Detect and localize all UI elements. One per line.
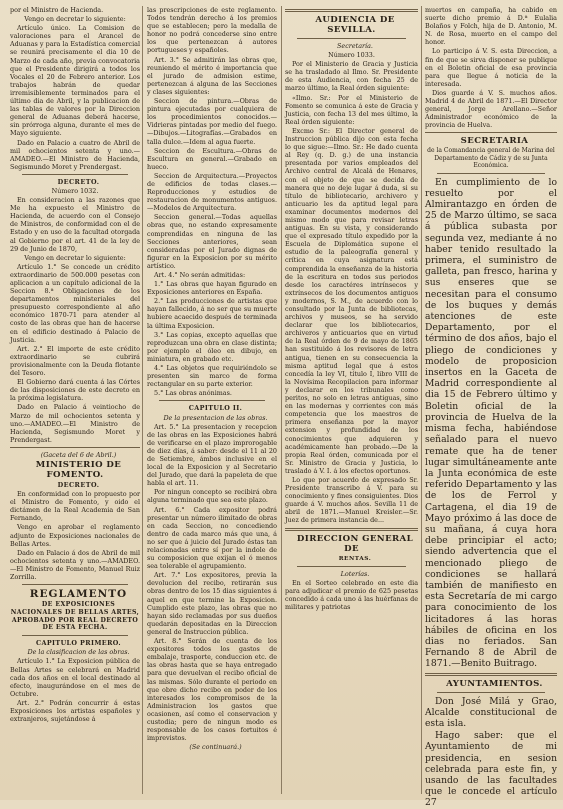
- separator: [22, 584, 128, 585]
- paragraph: «Ilmo. Sr.: Por el Ministerio de Fomento se comunica á este de Gracia y Justicia, con fecha 13 del mes último, la Real órden siguiente:: [285, 93, 418, 126]
- paragraph: Art. 2.° El importe de este crédito extraordinario se cubrirá provisionalmente con la Deuda flotante del Tesoro.: [10, 344, 140, 378]
- paragraph: Art. 2.° Podrán concurrir á estas Exposiciones los artistas españoles y extranjeros, sujetándose á: [10, 698, 140, 724]
- decree-heading: DECRETO.: [57, 480, 100, 489]
- column-rule: [142, 6, 143, 794]
- separator: [425, 132, 557, 133]
- paragraph: Art. 5.° La presentacion y recepcion de las obras en las Exposiciones habrá de verificarse en el plazo improrogable de diez días, á saber: desde el 11 al 20 de Setiembre, ámbos inclusive en el local de la Exposicion y al Secretario del Jurado, que dará la papeleta de que habla el art. 11.: [147, 422, 277, 488]
- separator: [297, 566, 406, 567]
- paragraph: 5.° Las obras anónimas.: [154, 389, 232, 398]
- paragraph: En cumplimiento de lo resuelto por el Almirantazgo en órden de 25 de Marzo último, se saca á pública subasta por segunda vez, mediante á no haber tenido resultado la primera, el suministro de galleta, pan fresco, harina y sus enseres que se necesitan para el consumo de los buques y demás atenciones de este Departamento, por el término de dos años, bajo el pliego de condiciones y modelo de proposicion insertos en la Gaceta de Madrid correspondiente al dia 15 de Febrero último y Boletin oficial de la provincia de Huelva de la misma fecha, habiéndose señalado para el nuevo remate que ha de tener lugar simultáneamente ante la Junta económica de este referido Departamento y las de los de Ferrol y Cartagena, el dia 19 de Mayo próximo á las doce de su mañana, á cuya hora debe principiar el acto; siendo advertencia que el mencionado pliego de condiciones se hallará también de manifiesto en esta Secretaría de mi cargo para conocimiento de los licitadores á las horas hábiles de oficina en los dias no feriados. San Fernando 8 de Abril de 1871.—Benito Buitrago.: [425, 176, 557, 670]
- paragraph: Seccion de pintura.—Obras de pintura ejecutadas por cualquiera de los procedimientos conocidos.—Vidrieras pintadas por medio del fuego.—Dibujos.—Litografías.—Grabados en talla dulce.—Idem al agua fuerte.: [147, 97, 277, 146]
- column-rule: [421, 6, 422, 794]
- chapter-title: CAPITULO II.: [188, 404, 243, 413]
- decree-number: Número 1033.: [328, 51, 375, 60]
- separator: [297, 38, 406, 39]
- paragraph: Por el Ministerio de Gracia y Justicia se ha trasladado al Ilmo. Sr. Presidente de esta Audiencia, con fecha 25 de marzo último, la Real órden siguiente:: [285, 60, 418, 93]
- separator: [285, 528, 418, 531]
- paragraph: Lo participo á V. S. esta Direccion, a fin de que se sirva disponer se publique en el Boletin oficial de esa provincia para que llegue á noticia de la interesada.: [425, 47, 557, 88]
- paragraph: Artículo 1.° La Exposicion pública de Bellas Artes se celebrará en Madrid cada dos años en el local destinado al efecto, inaugurándose en el mes de Octubre.: [10, 657, 140, 698]
- paragraph: 4.° Las objetos que requiriéndolo se presenten sin marco de forma rectangular en su parte exterior.: [147, 364, 277, 389]
- column-rule: [281, 6, 282, 794]
- separator: [437, 692, 545, 693]
- ayuntamiento-notice: [425, 696, 557, 809]
- paragraph: En el Sorteo celebrado en este dia para adjudicar el premio de 625 pesetas concedido á cada uno á las huérfanas de militares y patriotas: [285, 578, 418, 611]
- chapter-subtitle: De la clasificacion de las obras.: [27, 648, 130, 657]
- paragraph: Art. 3.° Se admitirán las obras que, reuniendo el mérito é importancia que el jurado de admision estime, pertenezcan á alguna de las Secciones y clases siguientes:: [147, 55, 277, 96]
- decree-heading: DECRETO.: [57, 177, 100, 186]
- paragraph: Vengo en decretar lo siguiente:: [24, 15, 126, 24]
- paragraph: por el Ministro de Hacienda.: [10, 6, 104, 14]
- paragraph: Art. 8.° Serán de cuenta de los expositores todos los gastos de embalaje, trasporte, conduccion etc. de las obras hasta que se haya entregado para que devuelvan el recibo oficial de las mismas. Sólo durante el periodo en que obre dicho recibo en poder de los interesados los compromisos de la Administracion los gastos que ocasionen, así como el conservacion y custodia; pero de ningun modo es responsable de los casos fortuitos é imprevistos.: [147, 637, 277, 743]
- separator: [437, 173, 545, 174]
- paragraph: Seccion general.—Todas aquellas obras que, no estando expresamente comprendidas en ninguna de las Secciones anteriores, sean consideradas por el Jurado dignas de figurar en la Exposicion por su mérito artístico.: [147, 213, 277, 270]
- chapter-subtitle: De la presentacion de las obras.: [163, 413, 268, 422]
- audiencia-title: AUDIENCIA DE SEVILLA.: [315, 15, 395, 35]
- paragraph: las prescripciones de este reglamento. Todos tendrán derecho á los premios que se establecen; pero la medalla de honor no podrá concederse sino entre los que pertenezcan á autores portugueses y españoles.: [147, 6, 277, 55]
- paragraph: Por ningun concepto se recibirá obra alguna terminado que sea este plazo.: [147, 488, 277, 505]
- paragraph: Dado en Palacio á dos de Abril de mil ochocientos setenta y uno.—AMADEO.—El Ministro de Fomento, Manuel Ruiz Zorrilla.: [10, 548, 140, 581]
- column-2: [147, 6, 277, 796]
- ministry-heading: MINISTERIO DE FOMENTO.: [35, 459, 122, 480]
- reglamento-title: REGLAMENTO: [29, 588, 128, 601]
- paragraph: Art. 6.° Cada expositor podrá presentar un número ilimitado de obras en cada Seccion, no concediendo dentro de cada marco más que una, á no ser que á juicio del Jurado éstas tan relacionadas entre sí por la indole de su composicion que exijan el ó menos sea tolerable el agrupamiento.: [147, 505, 277, 571]
- separator: [159, 400, 265, 401]
- paragraph: Vengo en aprobar el reglamento adjunto de Exposiciones nacionales de Bellas Artes.: [10, 523, 140, 548]
- column-1: [10, 6, 140, 796]
- paragraph: 1.° Las obras que hayan figurado en Exposiciones anteriores en España.: [147, 280, 277, 297]
- secretaria-subtitle: de la Comandancia general de Marina del Departamento de Cádiz y de su Junta Económica.: [427, 147, 555, 170]
- subasta-notice: [425, 177, 557, 670]
- paragraph: Hago saber: que el Ayuntamiento de mi presidencia, en sesion celebrada para este fin, y usando de las facultades que le concede el artículo 27: [425, 730, 557, 809]
- separator: [22, 174, 128, 175]
- reglamento-subtitle: DE EXPOSICIONES NACIONALES DE BELLAS ARTES, APROBADO POR REAL DECRETO DE ESTA FECHA.: [10, 601, 140, 632]
- section-subtitle: Loterías.: [340, 569, 370, 578]
- separator: [285, 9, 418, 12]
- paragraph: Don José Milá y Grao, Alcalde constitucional de esta isla.: [425, 695, 557, 729]
- gazette-date: (Gaceta del 6 de Abril.): [40, 450, 117, 459]
- direccion-title: DIRECCION GENERAL DE: [296, 533, 414, 554]
- decree-number: Número 1032.: [51, 186, 99, 195]
- paragraph: Dios guarde á V. S. muchos años. Madrid 4 de Abril de 1871.—El Director general, Jorge Arellano.—Señor Administrador económico de la provincia de Huelva.: [425, 88, 557, 130]
- column-4: [425, 6, 557, 809]
- separator: [425, 673, 557, 676]
- section-subtitle: Secretaría.: [337, 42, 373, 50]
- column-3: [285, 6, 418, 796]
- paragraph: El Gobierno dará cuenta á las Córtes de las disposiciones de este decreto en la próxima legislatura.: [10, 378, 140, 403]
- paragraph: En conformidad con lo propuesto por el Ministro de Fomento, y oido el dictámen de la Real Academia de San Fernando,: [10, 490, 140, 523]
- secretaria-title: SECRETARIA: [460, 136, 529, 147]
- paragraph: Lo que por acuerdo de expresado Sr. Presidente transcribo á V. para su conocimiento y fines consiguientes. Dios guarde á V. muchos años. Sevilla 11 de abril de 1871.—Manuel Kreisler.—Sr. Juez de primera instancia de...: [285, 475, 418, 525]
- paragraph: 3.° Las copias, excepto aquellas que reproduzcan una obra en clase distinta; por ejemplo el óleo en dibujo, en miniatura, en grabado etc.: [147, 330, 277, 363]
- chapter-title: CAPITULO PRIMERO.: [35, 639, 122, 648]
- continued-note: (Se continuará.): [189, 743, 242, 752]
- separator: [10, 447, 140, 448]
- paragraph: Art. 4.° No serán admitidas:: [154, 271, 246, 279]
- paragraph: Art. 7.° Los expositores, previa la devolucion del recibo, retirarán sus obras dentro de los 15 dias siguientes á aquel en que termine la Exposicion. Cumplido este plazo, las obras que no hayan sido reclamadas por sus dueños quedarán depositadas en la Direccion general de Instruccion pública.: [147, 571, 277, 636]
- direccion-subtitle: RENTAS.: [338, 555, 372, 562]
- paragraph: Seccion de Escultura.—Obras de Escultura en general.—Grabado en hueco.: [147, 146, 277, 171]
- paragraph: Vengo en decretar lo siguiente:: [24, 253, 126, 262]
- paragraph: En consideracion a las razones que Me ha expuesto el Ministro de Hacienda, de acuerdo con el Consejo de Ministros, de conformidad con el de Estado y en uso de la facultad otorgada al Gobierno por el art. 41 de la ley de 29 de Junio de 1870,: [10, 196, 140, 253]
- paragraph: Excmo Sr.: El Director general de Instruccion pública dijo con esta fecha lo que sigue:—Ilmo. Sr.: He dado cuenta al Rey (q. D. g.) de una instancia presentada por varios empleados del Archivo central de Alcalá de Henares, con el objeto de que se decida de manera que no deje lugar á duda, si su título de bibliotecario, archivero y anticuario les da aptitud legal para examinar documentos modernos del mismo modo que para revisar letras antiguas. En su vista, y considerando que el expresado título expedido por la Escuela de Diplomática supone el estudio de la paleografía general y crítica en cuya asignatura está comprendida la enseñanza de la historia de la escritura en todos sus periodos desde los caractéres intrínsecos y extrínsecos de los documentos antiguos y modernos, S. M., de acuerdo con lo consultado por la Junta de bibliotecas, archivos y museos, se ha servido declarar que los bibliotecarios, archiveros y anticuarios que en virtud de la Real órden de 9 de mayo de 1865 han sustituido á los revisores de letra antigua, tienen en su consecuencia la misma aptitud legal que á estos concedía la ley VI, título I, libro VIII de la Novísima Recopilacion para informar y declarar en los tribunales como peritos, no solo en letras antiguas, sino en las modernas y corrientes con más competencia que los maestros de primera enseñanza por la mayor extension y profundidad de los conocimientos que adquieren y académicamente han probado.—De la propia Real órden, comunicada por el Sr. Ministro de Gracia y Justicia, lo traslado á V. I. á los efectos oportunos.: [285, 126, 418, 475]
- separator: [22, 635, 128, 636]
- paragraph: Seccion de Arquitectura.—Proyectos de edificios de todas clases.—Reproducciones y estudios de restauracion de monumentos antiguos.—Modelos de Arquitectura.: [147, 171, 277, 213]
- paragraph: Dado en Palacio a cuatro de Abril de mil ochocientos setenta y uno.—AMADEO.—El Ministro de Hacienda, Segismundo Moret y Prendergast.: [10, 138, 140, 171]
- ayuntamientos-title: AYUNTAMIENTOS.: [446, 678, 543, 689]
- paragraph: Dado en Palacio á veintiocho de Marzo de mil ochocientos setenta y uno.—AMADEO.—El Ministro de Hacienda, Segismundo Moret y Prendergast.: [10, 403, 140, 444]
- paragraph: Artículo único. La Comision de valoraciones para el Arancel de Aduanas y para la Estadística comercial se reunirá precisamente el dia 10 de Marzo de cada año, previa convocatoria que el Presidente dirigirá a todos los Vocales el 20 de Febrero anterior. Los trabajos habrán de quedar irremisiblemente terminados para el último dia de Abril, y la publicacion de las tablas de valores por la Direccion general de Aduanas deberá hacerse, sin prórroga alguna, durante el mes de Mayo siguiente.: [10, 24, 140, 138]
- paragraph: 2.° Las producciones de artistas que hayan fallecido, á no ser que su muerte hubiere acaecido después de terminada la última Exposicion.: [147, 297, 277, 330]
- paragraph: muertos en campaña, ha cabido en suerte dicho premio á D.ª Eulalia Bolaños y Folch, hija de D. Antonio, M. N. de Rosa, muerto en el campo del honor.: [425, 6, 557, 47]
- paragraph: Artículo 1.° Se concede un crédito extraordinario de 500.000 pesetas con aplicacion a un capítulo adicional de la Seccion 8.ª Obligaciones de los departamentos ministeriales del presupuesto correspondiente al año económico 1870-71 para atender al costo de las obras que han de hacerse en el edificio destinado á Palacio de Justicia.: [10, 262, 140, 344]
